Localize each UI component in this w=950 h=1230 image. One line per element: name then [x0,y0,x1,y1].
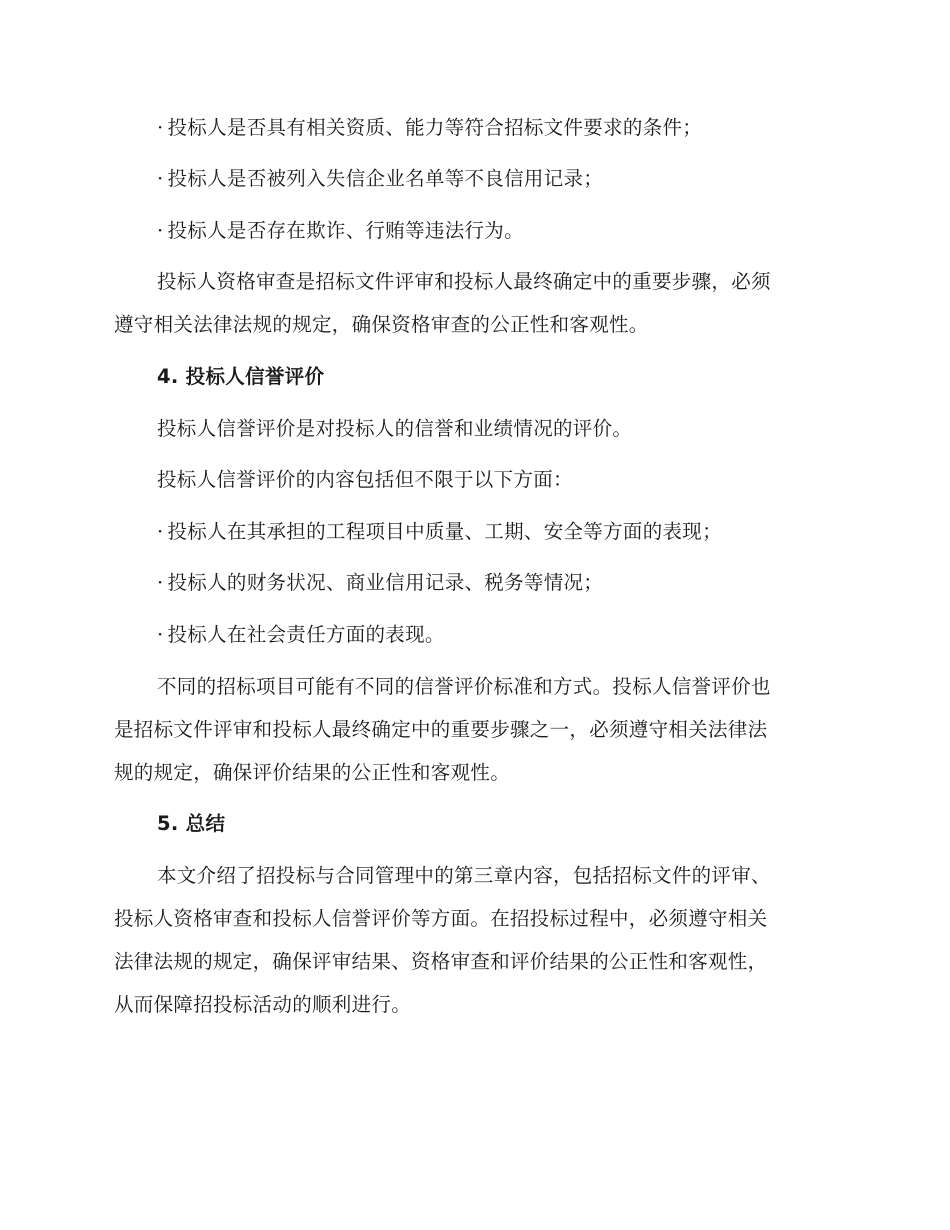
bullet-item [157,166,603,192]
bullet-text: 投标人是否存在欺诈、行贿等违法行为。 [167,219,524,242]
bullet-marker: · [157,623,164,646]
paragraph-line: 投标人信誉评价是对投标人的信誉和业绩情况的评价。 [157,417,633,440]
bullet-text: 投标人的财务状况、商业信用记录、税务等情况； [167,571,604,594]
bullet-item [157,622,445,648]
paragraph-line: 是招标文件评审和投标人最终确定中的重要步骤之一，必须遵守相关法律法 [114,718,768,741]
bullet-text: 投标人在社会责任方面的表现。 [167,623,445,646]
paragraph-line: 投标人资格审查和投标人信誉评价等方面。在招投标过程中，必须遵守相关 [114,907,768,930]
section-heading-4: 4. 投标人信誉评价 [157,365,325,388]
bullet-marker: · [157,167,164,190]
bullet-marker: · [157,571,164,594]
bullet-item [157,570,603,596]
paragraph-line: 遵守相关法律法规的规定，确保资格审查的公正性和客观性。 [114,313,649,336]
bullet-item [157,115,702,141]
bullet-marker: · [157,116,164,139]
paragraph-line: 法律法规的规定，确保评审结果、资格审查和评价结果的公正性和客观性， [114,950,768,973]
paragraph-line: 本文介绍了招投标与合同管理中的第三章内容，包括招标文件的评审、 [157,864,771,887]
paragraph-line: 从而保障招投标活动的顺利进行。 [114,993,412,1016]
paragraph-line: 投标人信誉评价的内容包括但不限于以下方面： [157,468,573,491]
bullet-item [157,218,524,244]
bullet-text: 投标人是否具有相关资质、能力等符合招标文件要求的条件； [167,116,703,139]
paragraph-line: 不同的招标项目可能有不同的信誉评价标准和方式。投标人信誉评价也 [157,675,771,698]
bullet-text: 投标人在其承担的工程项目中质量、工期、安全等方面的表现； [167,520,722,543]
paragraph-line: 规的规定，确保评价结果的公正性和客观性。 [114,761,511,784]
paragraph-line: 投标人资格审查是招标文件评审和投标人最终确定中的重要步骤，必须 [157,270,771,293]
bullet-item [157,519,722,545]
section-heading-5: 5. 总结 [157,812,226,835]
bullet-marker: · [157,520,164,543]
bullet-marker: · [157,219,164,242]
bullet-text: 投标人是否被列入失信企业名单等不良信用记录； [167,167,604,190]
